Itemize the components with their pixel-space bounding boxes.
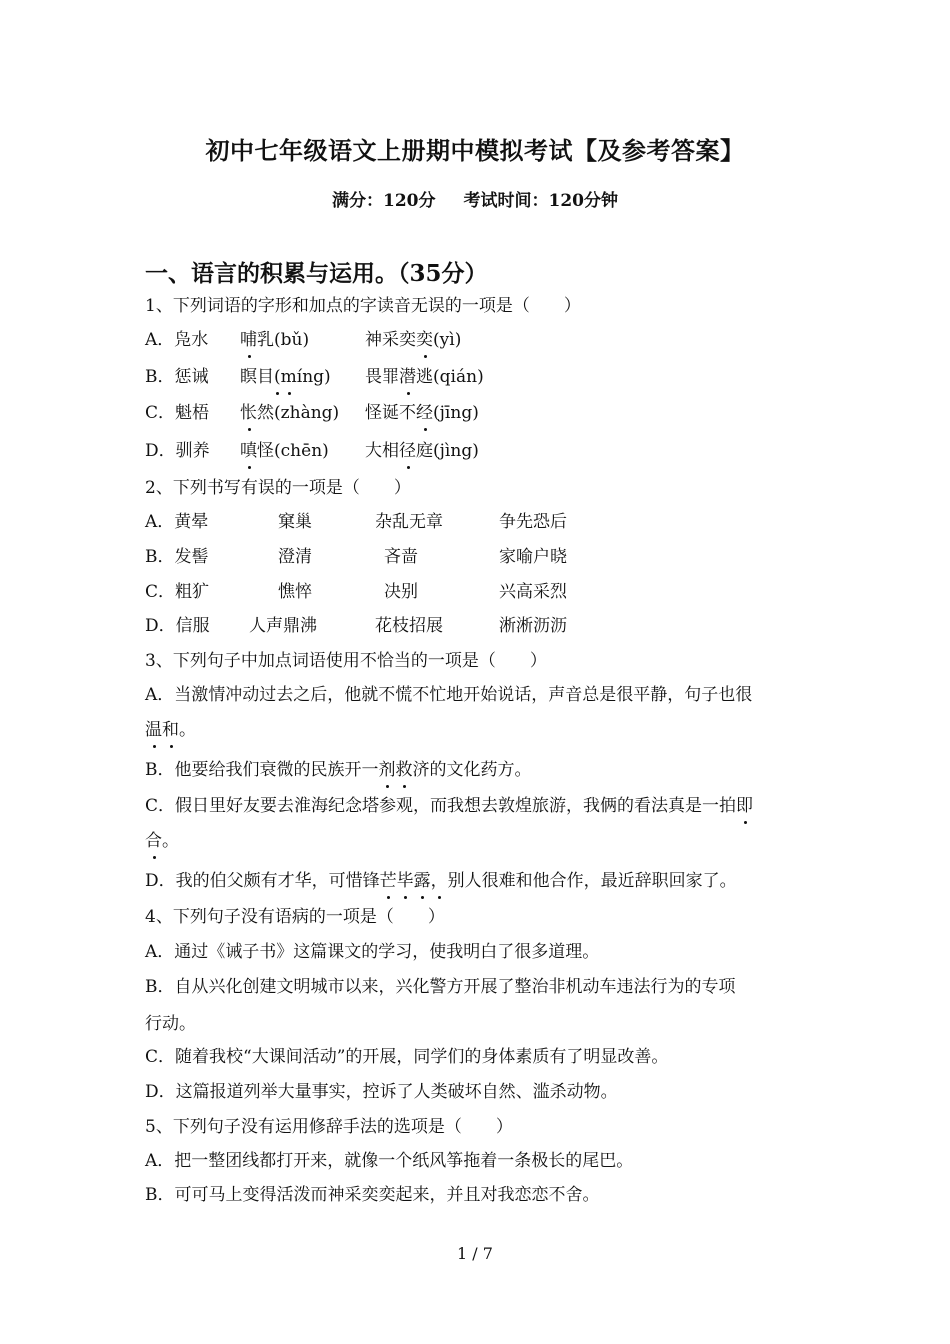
question-1-stem: 1、下列词语的字形和加点的字读音无误的一项是（ ） (145, 296, 581, 316)
question-2-option-a (145, 511, 795, 533)
question-1-option-c-word-3: 怪诞不经(jīng) (365, 403, 479, 423)
question-2-option-b-word-1: B．发髻 (145, 547, 209, 567)
question-2-option-a-word-2: 窠巢 (278, 512, 312, 532)
question-1-option-b-word-3: 畏罪潜逃(qián) (365, 367, 484, 387)
question-5-option-a: A．把一整团线都打开来，就像一个纸风筝拖着一条极长的尾巴。 (145, 1151, 634, 1171)
question-5-stem: 5、下列句子没有运用修辞手法的选项是（ ） (145, 1117, 513, 1137)
question-1-option-b (145, 366, 795, 388)
question-5-option-b: B．可可马上变得活泼而神采奕奕起来，并且对我恋恋不舍。 (145, 1185, 600, 1205)
question-2-option-c (145, 581, 795, 603)
question-3-option-c-line1: C．假日里好友要去淮海纪念塔参观，而我想去敦煌旅游，我俩的看法真是一拍即 (145, 796, 754, 816)
question-2-option-d (145, 615, 795, 637)
question-1-option-a (145, 329, 795, 351)
question-2-option-d-word-3: 花枝招展 (375, 616, 443, 636)
question-2-option-c-word-2: 憔悴 (278, 582, 312, 602)
question-2-option-c-word-1: C．粗犷 (145, 582, 210, 602)
question-1-option-d-word-3: 大相径庭(jìng) (365, 441, 479, 461)
question-1-option-c-word-2: 怅然(zhàng) (240, 403, 340, 423)
question-4-option-a: A．通过《诫子书》这篇课文的学习，使我明白了很多道理。 (145, 942, 600, 962)
question-2-option-b-word-4: 家喻户晓 (499, 547, 567, 567)
question-1-option-c (145, 402, 795, 424)
page-title: 初中七年级语文上册期中模拟考试【及参考答案】 (205, 136, 745, 165)
question-2-option-b-word-3: 吝啬 (384, 547, 418, 567)
question-2-option-b-word-2: 澄清 (278, 547, 312, 567)
question-1-option-d (145, 440, 795, 462)
question-4-option-c: C．随着我校“大课间活动”的开展，同学们的身体素质有了明显改善。 (145, 1047, 669, 1067)
question-3-option-c-line2: 合。 (145, 831, 179, 851)
question-4-option-b-line2: 行动。 (145, 1014, 196, 1034)
question-1-option-b-word-1: B．惩诫 (145, 367, 209, 387)
question-2-stem: 2、下列书写有误的一项是（ ） (145, 478, 411, 498)
question-4-stem: 4、下列句子没有语病的一项是（ ） (145, 907, 445, 927)
question-3-option-a-line2: 温和。 (145, 720, 196, 740)
question-1-option-d-word-1: D．驯养 (145, 441, 210, 461)
question-2-option-c-word-3: 决别 (384, 582, 418, 602)
question-1-option-a-word-1: A．凫水 (145, 330, 209, 350)
question-1-option-a-word-2: 哺乳(bǔ) (240, 330, 310, 350)
question-2-option-d-word-1: D．信服 (145, 616, 210, 636)
question-1-option-a-word-3: 神采奕奕(yì) (365, 330, 462, 350)
question-2-option-a-word-1: A．黄晕 (145, 512, 209, 532)
question-2-option-a-word-4: 争先恐后 (499, 512, 567, 532)
page-number: 1 / 7 (457, 1244, 493, 1263)
question-2-option-b (145, 546, 795, 568)
question-4-option-b-line1: B．自从兴化创建文明城市以来，兴化警方开展了整治非机动车违法行为的专项 (145, 977, 736, 997)
question-1-option-d-word-2: 嗔怪(chēn) (240, 441, 329, 461)
question-4-option-d: D．这篇报道列举大量事实，控诉了人类破坏自然、滥杀动物。 (145, 1082, 618, 1102)
question-3-stem: 3、下列句子中加点词语使用不恰当的一项是（ ） (145, 651, 547, 671)
question-2-option-a-word-3: 杂乱无章 (375, 512, 443, 532)
full-score: 满分：120分 (332, 191, 436, 211)
question-3-option-b: B．他要给我们衰微的民族开一剂救济的文化药方。 (145, 760, 532, 780)
question-1-option-c-word-1: C．魁梧 (145, 403, 210, 423)
exam-info (0, 186, 950, 211)
exam-time: 考试时间：120分钟 (463, 191, 618, 211)
question-2-option-d-word-2: 人声鼎沸 (249, 616, 317, 636)
question-1-option-b-word-2: 瞑目(míng) (240, 367, 331, 387)
question-2-option-d-word-4: 淅淅沥沥 (499, 616, 567, 636)
question-2-option-c-word-4: 兴高采烈 (499, 582, 567, 602)
section-heading: 一、语言的积累与运用。（35分） (145, 260, 488, 287)
question-3-option-a-line1: A．当激情冲动过去之后，他就不慌不忙地开始说话，声音总是很平静，句子也很 (145, 685, 753, 705)
question-3-option-d: D．我的伯父颇有才华，可惜锋芒毕露，别人很难和他合作，最近辞职回家了。 (145, 871, 737, 891)
